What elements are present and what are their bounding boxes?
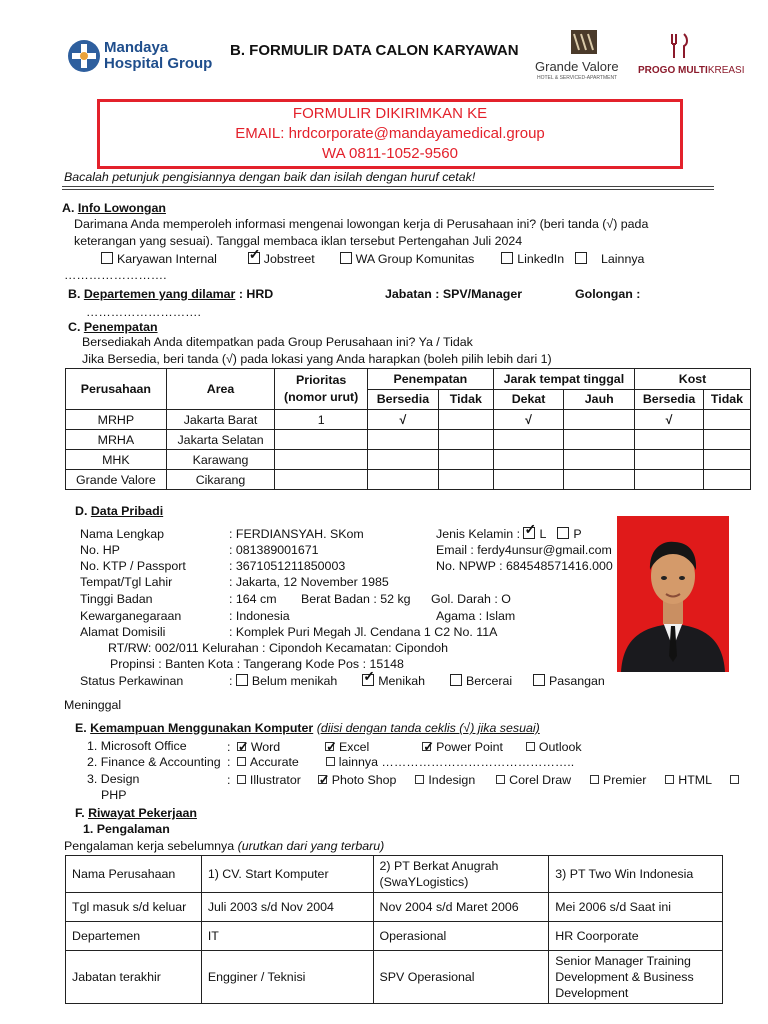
- table-row: [66, 450, 751, 470]
- section-d-prefix: D.: [75, 504, 88, 518]
- col-prioritas: [275, 369, 368, 410]
- colon: :: [227, 773, 231, 787]
- table-cell: Mei 2006 s/d Saat ini: [549, 893, 723, 922]
- sub-tidak: Tidak: [438, 389, 493, 410]
- skill-label: Accurate: [249, 755, 299, 769]
- jk-p: P: [573, 527, 582, 541]
- instruction-text: Bacalah petunjuk pengisiannya dengan baik dan isilah dengan huruf cetak!: [64, 170, 476, 184]
- table-cell: MRHP: [66, 410, 167, 430]
- table-cell[interactable]: [367, 470, 438, 490]
- table-cell[interactable]: [493, 470, 564, 490]
- table-cell: IT: [201, 922, 373, 951]
- jk-l: L: [539, 527, 546, 541]
- source-options: [101, 252, 644, 266]
- status-label: Status Perkawinan: [80, 674, 184, 688]
- ktp-label: No. KTP / Passport: [80, 559, 186, 573]
- sub-bersedia: Bersedia: [367, 389, 438, 410]
- checkbox-lainnya[interactable]: [575, 252, 587, 264]
- checkbox-indesign[interactable]: [415, 775, 424, 784]
- table-cell[interactable]: [564, 470, 635, 490]
- row-label: Jabatan terakhir: [66, 951, 202, 1004]
- design-items: [227, 772, 743, 788]
- progo-sub: KREASI: [707, 65, 745, 76]
- checkbox-lainnya[interactable]: [326, 757, 335, 766]
- design-label: 3. Design: [87, 772, 140, 786]
- option-label: WA Group Komunitas: [355, 252, 475, 266]
- skill-label: Premier: [603, 773, 647, 787]
- ttl-label: Tempat/Tgl Lahir: [80, 575, 173, 589]
- table-cell[interactable]: [704, 430, 751, 450]
- table-row: [66, 922, 723, 951]
- col-perusahaan: Perusahaan: [66, 369, 167, 410]
- table-cell[interactable]: √: [635, 410, 704, 430]
- section-a-text2: keterangan yang sesuai). Tanggal membaca iklan tersebut Pertengahan Juli 2024: [74, 234, 523, 248]
- hp-value: : 081389001671: [229, 543, 319, 557]
- table-cell[interactable]: √: [367, 410, 438, 430]
- email-field: [436, 543, 618, 557]
- table-cell: 3) PT Two Win Indonesia: [549, 856, 723, 893]
- table-cell: Grande Valore: [66, 470, 167, 490]
- pengalaman-note: (urutkan dari yang terbaru): [237, 839, 385, 853]
- section-a-heading: [62, 201, 166, 215]
- section-b-title: Departemen yang dilamar: [83, 287, 236, 301]
- jk-label: Jenis Kelamin :: [436, 527, 521, 541]
- table-cell: Nov 2004 s/d Maret 2006: [373, 893, 549, 922]
- checkbox-html[interactable]: [665, 775, 674, 784]
- colon: :: [227, 740, 231, 754]
- applicant-photo: [617, 516, 729, 672]
- ttl-value: : Jakarta, 12 November 1985: [229, 575, 389, 589]
- col-kost: Kost: [635, 369, 751, 390]
- section-f-prefix: F.: [75, 806, 85, 820]
- status-options: [229, 674, 605, 688]
- table-cell[interactable]: [367, 450, 438, 470]
- progo-main: PROGO MULTI: [638, 65, 708, 76]
- checkbox-bercerai[interactable]: [450, 674, 462, 686]
- skill-label: Corel Draw: [509, 773, 572, 787]
- checkbox-php[interactable]: [730, 775, 739, 784]
- table-cell: MHK: [66, 450, 167, 470]
- check-mark: ✓: [237, 739, 249, 754]
- departemen-value: : HRD: [238, 287, 274, 301]
- tb-label: Tinggi Badan: [80, 592, 153, 606]
- form-title: B. FORMULIR DATA CALON KARYAWAN: [230, 42, 519, 59]
- colon: :: [227, 755, 231, 769]
- option-label: Karyawan Internal: [117, 252, 217, 266]
- checkbox-perempuan[interactable]: [557, 527, 569, 539]
- pengalaman-text: Pengalaman kerja sebelumnya: [64, 839, 235, 853]
- section-d-heading: [75, 504, 163, 518]
- notice-wa: WA 0811-1052-9560: [322, 145, 458, 162]
- checkbox-laki-laki[interactable]: [523, 527, 535, 539]
- checkbox-karyawan-internal[interactable]: [101, 252, 113, 264]
- table-cell[interactable]: [275, 430, 368, 450]
- ktp-value: : 3671051211850003: [229, 559, 346, 573]
- row-label: Tgl masuk s/d keluar: [66, 893, 202, 922]
- checkbox-menikah[interactable]: [362, 674, 374, 686]
- person-photo-icon: [617, 516, 729, 672]
- table-cell[interactable]: [564, 410, 635, 430]
- sub-jauh: Jauh: [564, 389, 635, 410]
- notice-box: [97, 99, 683, 169]
- prioritas-label: Prioritas: [296, 373, 347, 387]
- table-cell[interactable]: [704, 450, 751, 470]
- section-a-prefix: A.: [62, 201, 75, 215]
- logo-line2: Hospital Group: [104, 55, 213, 72]
- progo-text: [638, 62, 745, 76]
- status-meninggal: Meninggal: [64, 698, 122, 712]
- php-label: PHP: [101, 788, 127, 802]
- mandaya-logo-icon: [66, 38, 102, 74]
- table-row: [66, 430, 751, 450]
- experience-rows: [66, 856, 723, 1004]
- section-e-note: (diisi dengan tanda ceklis (√) jika sesuai): [316, 721, 540, 735]
- table-cell: Jakarta Barat: [166, 410, 275, 430]
- table-cell[interactable]: [493, 450, 564, 470]
- nama-value: : FERDIANSYAH. SKom: [229, 527, 364, 541]
- option-label: LinkedIn: [517, 252, 565, 266]
- section-a-dots: …………………….: [64, 268, 167, 282]
- row-label: Departemen: [66, 922, 202, 951]
- table-cell[interactable]: [635, 450, 704, 470]
- skill-label: Illustrator: [249, 773, 301, 787]
- section-f-heading: [75, 806, 197, 820]
- progo-utensils-icon: [668, 32, 692, 60]
- table-cell: Juli 2003 s/d Nov 2004: [201, 893, 373, 922]
- checkbox-corel-draw[interactable]: [496, 775, 505, 784]
- table-cell[interactable]: [438, 430, 493, 450]
- table-row: [66, 951, 723, 1004]
- table-row: [66, 470, 751, 490]
- pengalaman-intro: [64, 839, 384, 853]
- skill-label: Power Point: [436, 740, 503, 754]
- jabatan-field: Jabatan : SPV/Manager: [385, 287, 523, 301]
- table-cell: HR Coorporate: [549, 922, 723, 951]
- section-b-prefix: B.: [68, 287, 81, 301]
- divider: [62, 186, 714, 190]
- grande-valore-sub: HOTEL & SERVICED-APARTMENT: [537, 75, 618, 81]
- kw-value: : Indonesia: [229, 609, 290, 623]
- skill-label: Indesign: [428, 773, 476, 787]
- table-cell: Cikarang: [166, 470, 275, 490]
- table-cell[interactable]: [438, 450, 493, 470]
- status-colon: :: [229, 674, 233, 688]
- alamat-line2: RT/RW: 002/011 Kelurahan : Cipondoh Kecamatan: Cipondoh: [108, 641, 449, 655]
- skill-label: Excel: [339, 740, 370, 754]
- alamat-label: Alamat Domisili: [80, 625, 166, 639]
- checkbox-illustrator[interactable]: [237, 775, 246, 784]
- table-cell[interactable]: 1: [275, 410, 368, 430]
- finance-items: [227, 755, 574, 769]
- hp-label: No. HP: [80, 543, 120, 557]
- table-cell: 2) PT Berkat Anugrah (SwaYLogistics): [373, 856, 549, 893]
- table-cell[interactable]: [493, 430, 564, 450]
- table-cell: 1) CV. Start Komputer: [201, 856, 373, 893]
- table-cell[interactable]: √: [493, 410, 564, 430]
- table-cell[interactable]: [438, 410, 493, 430]
- table-cell: Karawang: [166, 450, 275, 470]
- section-c-text1: Bersediakah Anda ditempatkan pada Group Perusahaan ini? Ya / Tidak: [82, 335, 473, 349]
- table-cell: Senior Manager Training Development & Business Development: [549, 951, 723, 1004]
- table-cell[interactable]: [275, 470, 368, 490]
- table-cell: Jakarta Selatan: [166, 430, 275, 450]
- sub-bersedia: Bersedia: [635, 389, 704, 410]
- finance-label: 2. Finance & Accounting: [87, 755, 221, 769]
- table-cell[interactable]: [704, 410, 751, 430]
- check-mark: ✓: [423, 739, 435, 754]
- checkbox-outlook[interactable]: [526, 742, 535, 751]
- checkbox-belum-menikah[interactable]: [236, 674, 248, 686]
- bb-field: Berat Badan : 52 kg: [301, 592, 411, 606]
- checkbox-jobstreet[interactable]: [248, 252, 260, 264]
- section-d-title: Data Pribadi: [90, 504, 164, 518]
- checkbox-wa-group[interactable]: [340, 252, 352, 264]
- experience-table: [65, 855, 723, 1004]
- table-cell[interactable]: [564, 430, 635, 450]
- alamat-line3: Propinsi : Banten Kota : Tangerang Kode Pos : 15148: [110, 657, 404, 671]
- section-e-title: Kemampuan Menggunakan Komputer: [90, 721, 314, 735]
- ms-office-label: 1. Microsoft Office: [87, 739, 187, 753]
- alamat-value: : Komplek Puri Megah Jl. Cendana 1 C2 No. 11A: [229, 625, 498, 639]
- sub-dekat: Dekat: [493, 389, 564, 410]
- skill-label: Outlook: [538, 740, 582, 754]
- status-option: Bercerai: [465, 674, 513, 688]
- table-row: [66, 410, 751, 430]
- col-penempatan: Penempatan: [367, 369, 493, 390]
- table-cell[interactable]: [367, 430, 438, 450]
- skill-label: Photo Shop: [331, 773, 397, 787]
- table-cell: SPV Operasional: [373, 951, 549, 1004]
- table-cell[interactable]: [635, 470, 704, 490]
- status-option: Pasangan: [549, 674, 605, 688]
- check-mark: ✓: [326, 739, 338, 754]
- table-row: [66, 856, 723, 893]
- checkbox-pasangan-meninggal[interactable]: [533, 674, 545, 686]
- email-text: Email : ferdy4unsur@gmail.com: [436, 543, 612, 557]
- table-cell: Engginer / Teknisi: [201, 951, 373, 1004]
- skill-label: HTML: [678, 773, 712, 787]
- col-area: Area: [166, 369, 275, 410]
- skill-label: Word: [250, 740, 281, 754]
- table-cell[interactable]: [564, 450, 635, 470]
- section-f-title: Riwayat Pekerjaan: [88, 806, 197, 820]
- npwp-field: [436, 559, 618, 573]
- row-label: Nama Perusahaan: [66, 856, 202, 893]
- ms-office-items: [227, 739, 582, 755]
- logo-line1: Mandaya: [104, 39, 169, 56]
- placement-table: [65, 368, 751, 490]
- checkbox-linkedin[interactable]: [501, 252, 513, 264]
- option-label: Jobstreet: [263, 252, 315, 266]
- col-jarak: Jarak tempat tinggal: [493, 369, 634, 390]
- table-cell[interactable]: [704, 470, 751, 490]
- status-option: Belum menikah: [251, 674, 338, 688]
- option-label: Lainnya: [601, 252, 645, 266]
- skill-label: lainnya ………………………………………..: [338, 755, 575, 769]
- section-e-prefix: E.: [75, 721, 87, 735]
- tb-value: : 164 cm: [229, 592, 277, 606]
- grande-valore-text: Grande Valore: [535, 59, 619, 74]
- section-b-heading: [68, 287, 273, 301]
- section-a-title: Info Lowongan: [77, 201, 166, 215]
- notice-line1: FORMULIR DIKIRIMKAN KE: [292, 105, 488, 122]
- jenis-kelamin: [436, 527, 582, 541]
- section-a-text1: Darimana Anda memperoleh informasi mengenai lowongan kerja di Perusahaan ini? (beri tanda (√) pada: [74, 217, 649, 231]
- golongan-field: Golongan :: [575, 287, 641, 301]
- agama-field: Agama : Islam: [436, 609, 516, 623]
- table-row: [66, 893, 723, 922]
- table-cell: Operasional: [373, 922, 549, 951]
- sub-tidak: Tidak: [704, 389, 751, 410]
- check-mark: ✓: [318, 772, 330, 787]
- section-e-heading: [75, 721, 540, 735]
- table-cell[interactable]: [275, 450, 368, 470]
- checkbox-premier[interactable]: [590, 775, 599, 784]
- notice-email: EMAIL: hrdcorporate@mandayamedical.group: [235, 125, 545, 142]
- nama-label: Nama Lengkap: [80, 527, 165, 541]
- grande-valore-mark-icon: [569, 28, 599, 56]
- placement-rows: [66, 410, 751, 490]
- table-cell[interactable]: [635, 430, 704, 450]
- status-option: Menikah: [378, 674, 426, 688]
- table-cell: MRHA: [66, 430, 167, 450]
- pengalaman-subheading: 1. Pengalaman: [83, 822, 170, 836]
- section-c-heading: [68, 320, 158, 334]
- section-c-prefix: C.: [68, 320, 81, 334]
- section-c-title: Penempatan: [83, 320, 158, 334]
- table-cell[interactable]: [438, 470, 493, 490]
- kw-label: Kewarganegaraan: [80, 609, 182, 623]
- section-c-text2: Jika Bersedia, beri tanda (√) pada lokasi yang Anda harapkan (boleh pilih lebih dari 1): [82, 352, 552, 366]
- section-b-dots: ……………………….: [86, 305, 201, 319]
- checkbox-accurate[interactable]: [237, 757, 246, 766]
- goldarah-field: Gol. Darah : O: [431, 592, 511, 606]
- prioritas-sub: (nomor urut): [283, 390, 359, 404]
- npwp-text: No. NPWP : 684548571416.000: [436, 559, 613, 573]
